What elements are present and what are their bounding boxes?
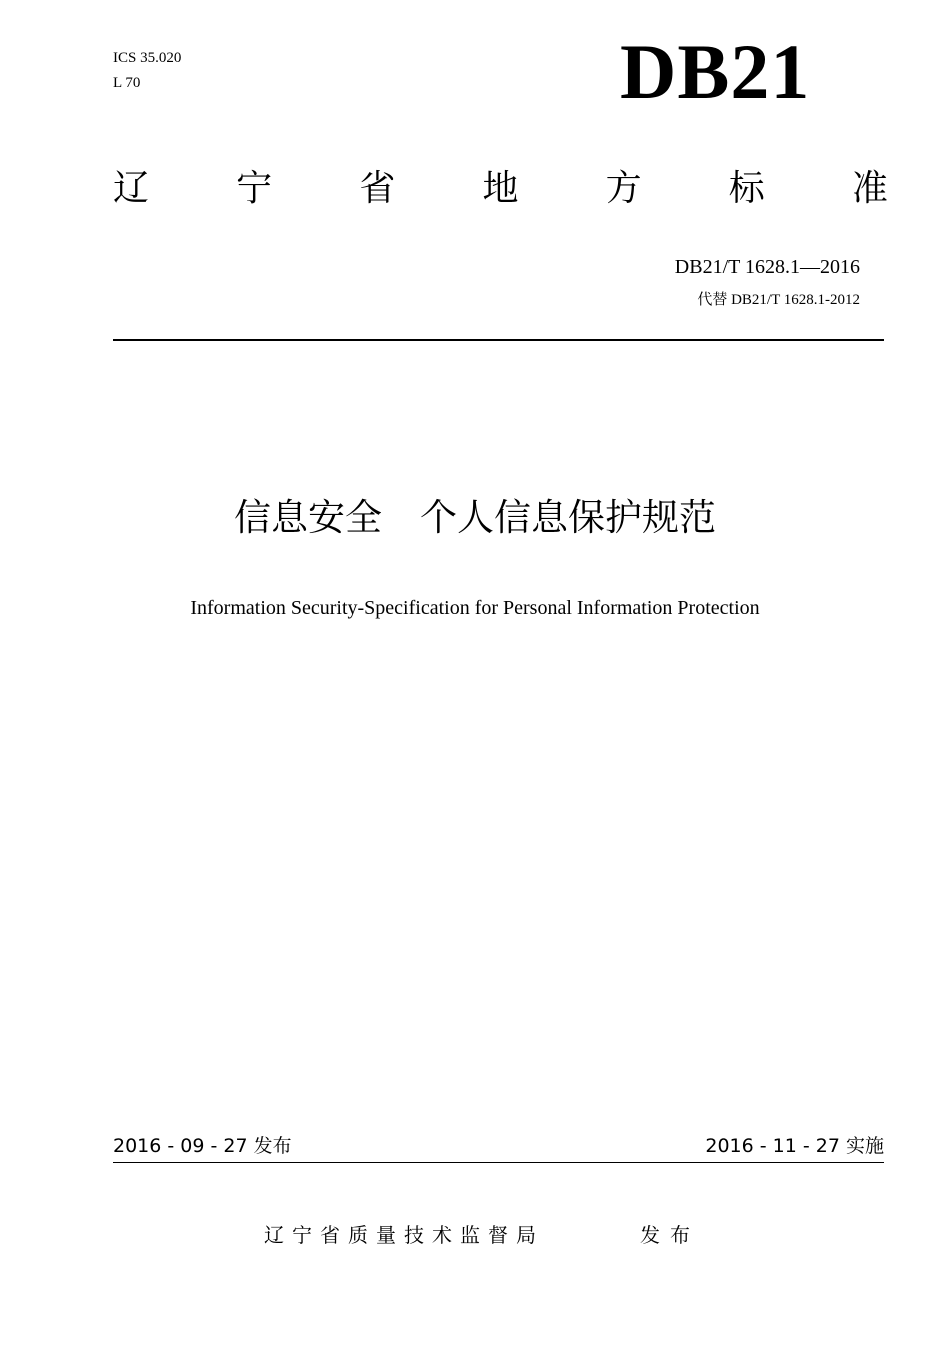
standard-type-char: 方: [605, 168, 642, 209]
replaces-standard: 代替 DB21/T 1628.1-2012: [697, 292, 860, 308]
header-divider: [113, 339, 884, 341]
issuing-authority: 辽宁省质量技术监督局: [264, 1223, 544, 1247]
publish-label: 发布: [640, 1223, 700, 1247]
classification-code: L 70: [113, 75, 141, 91]
title-part-1: 信息安全: [234, 496, 382, 539]
standard-type-char: 准: [851, 168, 888, 209]
standard-type-heading: [113, 163, 888, 215]
standard-type-char: 宁: [236, 168, 273, 209]
document-title-chinese: [0, 492, 950, 544]
footer-divider: [113, 1162, 884, 1163]
title-part-2: 个人信息保护规范: [420, 496, 716, 539]
standard-number: DB21/T 1628.1—2016: [674, 256, 860, 278]
standard-type-char: 辽: [113, 168, 150, 209]
standard-type-char: 标: [728, 168, 765, 209]
standard-type-char: 省: [359, 168, 396, 209]
standard-type-char: 地: [482, 168, 519, 209]
ics-code: ICS 35.020: [113, 50, 182, 66]
issue-date: 2016 - 09 - 27 发布: [113, 1135, 292, 1157]
document-title-english: Information Security-Specification for Personal Information Protection: [190, 597, 760, 619]
standard-logo: DB21: [620, 28, 811, 115]
implementation-date: 2016 - 11 - 27 实施: [705, 1135, 884, 1157]
